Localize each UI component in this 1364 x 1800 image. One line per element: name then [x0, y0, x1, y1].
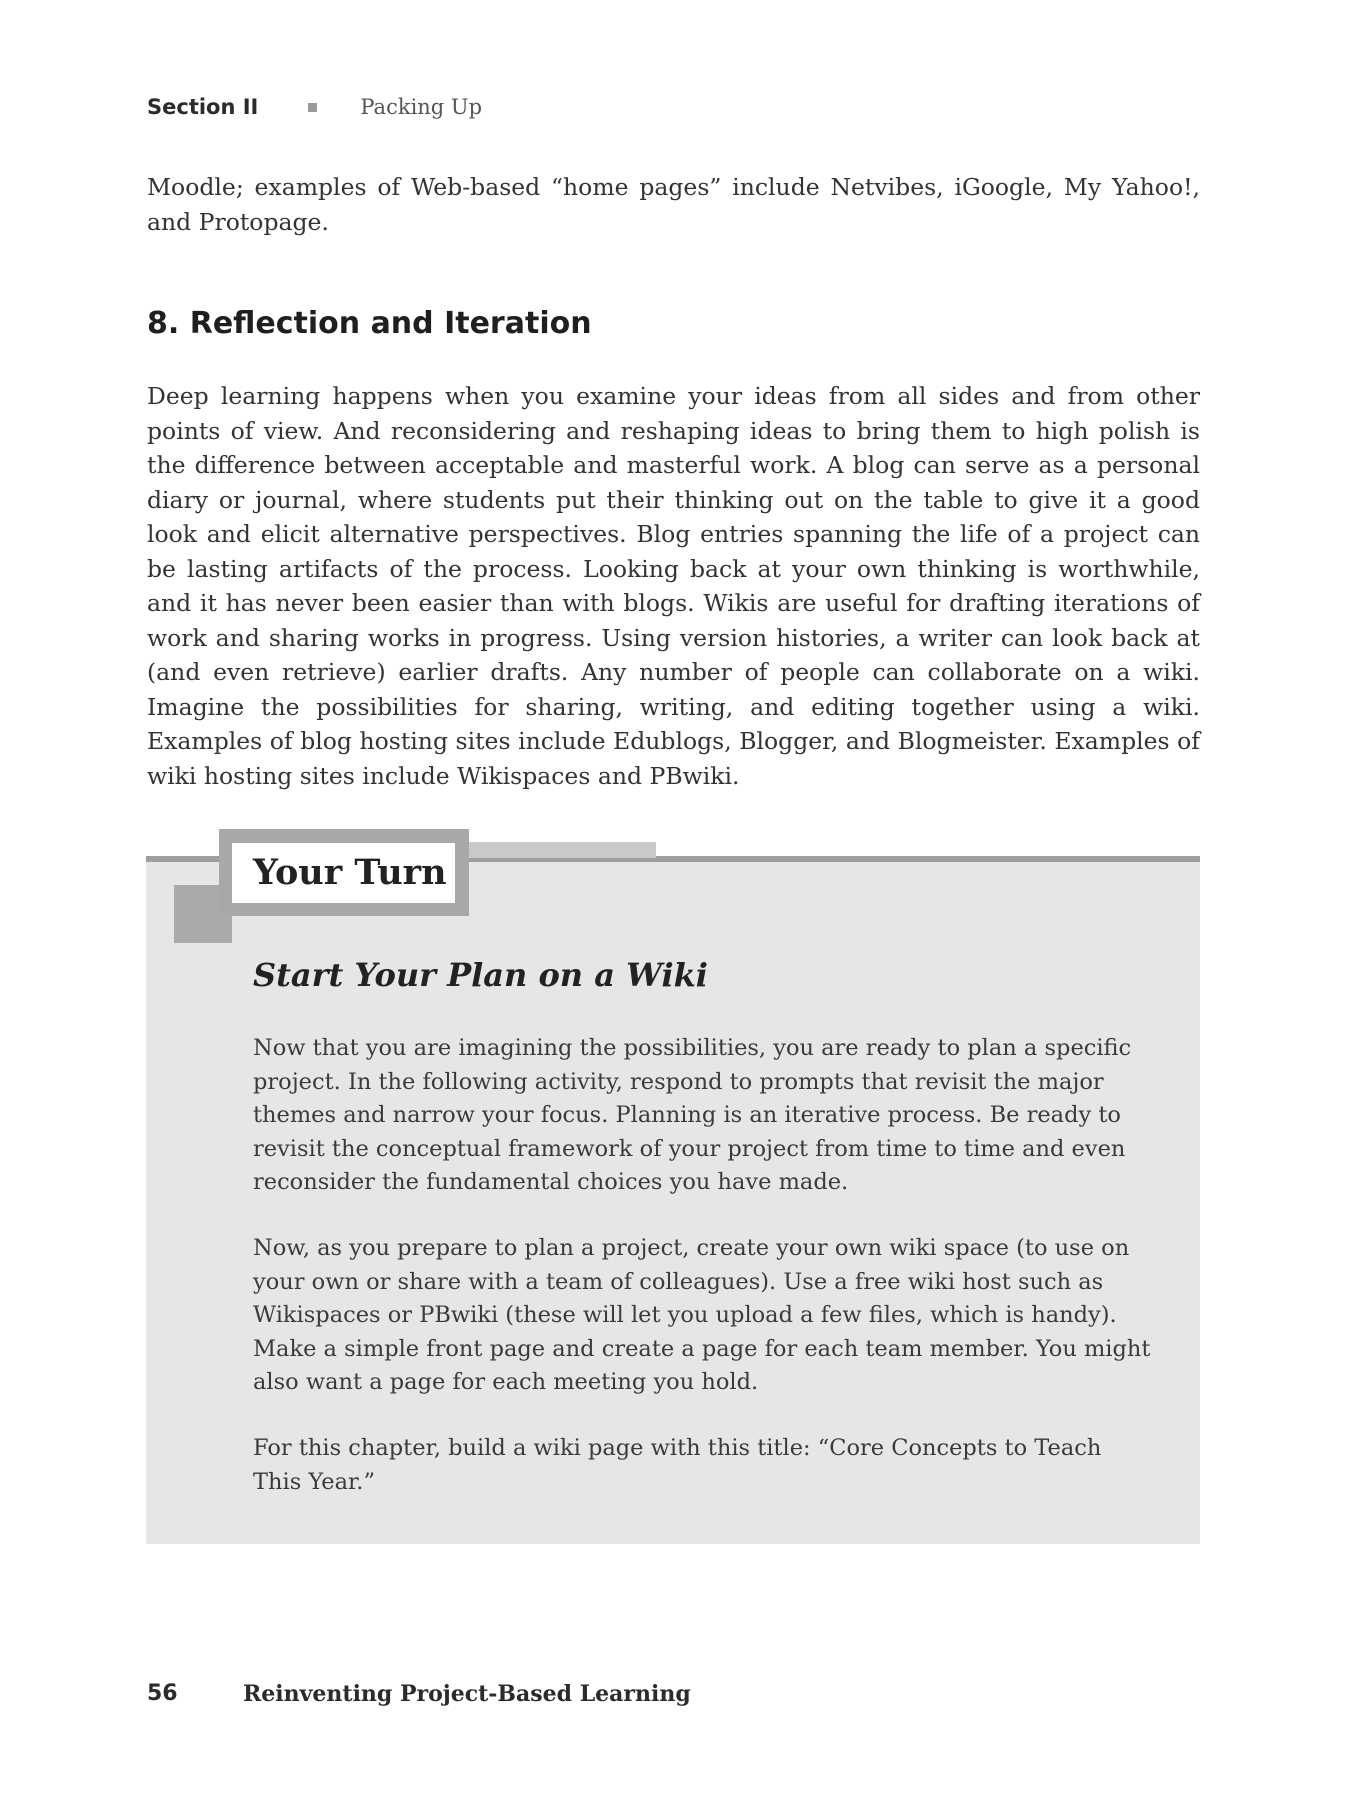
running-head-section: Section II	[147, 95, 259, 119]
page-number: 56	[147, 1681, 178, 1706]
your-turn-subtitle: Start Your Plan on a Wiki	[253, 956, 708, 994]
intro-paragraph: Moodle; examples of Web-based “home pages” include Netvibes, iGoogle, My Yahoo!, and Protopage.	[147, 173, 1200, 236]
running-head	[147, 95, 482, 119]
page-footer	[147, 1681, 691, 1707]
your-turn-title: Your Turn	[253, 852, 447, 893]
section-heading: 8. Reflection and Iteration	[147, 306, 592, 341]
book-title: Reinventing Project-Based Learning	[243, 1681, 691, 1707]
your-turn-paragraph: For this chapter, build a wiki page with this title: “Core Concepts to Teach This Year.”	[253, 1435, 1102, 1495]
your-turn-paragraph: Now, as you prepare to plan a project, create your own wiki space (to use on your own or share with a team of colleagues). Use a free wiki host such as Wikispaces or PBwiki (these will let you upload a few files, which is handy). Make a simple front page and create a page for each team member. You might also want a page for each meeting you hold.	[253, 1235, 1151, 1395]
square-bullet-icon	[308, 103, 317, 112]
your-turn-paragraph: Now that you are imagining the possibilities, you are ready to plan a specific project. In the following activity, respond to prompts that revisit the major themes and narrow your focus. Planning is an iterative process. Be ready to revisit the conceptual framework of your project from time to time and even reconsider the fundamental choices you have made.	[253, 1035, 1132, 1195]
section-paragraph: Deep learning happens when you examine your ideas from all sides and from other points of view. And reconsidering and reshaping ideas to bring them to high polish is the difference between acceptable and masterful work. A blog can serve as a personal diary or journal, where students put their thinking out on the table to give it a good look and elicit alternative perspectives. Blog entries spanning the life of a project can be lasting artifacts of the process. Looking back at your own thinking is worthwhile, and it has never been easier than with blogs. Wikis are useful for drafting iterations of work and sharing works in progress. Using version histories, a writer can look back at (and even retrieve) earlier drafts. Any number of people can collaborate on a wiki. Imagine the possibilities for sharing, writing, and editing together using a wiki. Examples of blog hosting sites include Edublogs, Blogger, and Blogmeister. Examples of wiki hosting sites include Wikispaces and PBwiki.	[147, 382, 1200, 790]
running-head-chapter: Packing Up	[360, 95, 483, 119]
box-top-rule-accent	[466, 842, 656, 858]
